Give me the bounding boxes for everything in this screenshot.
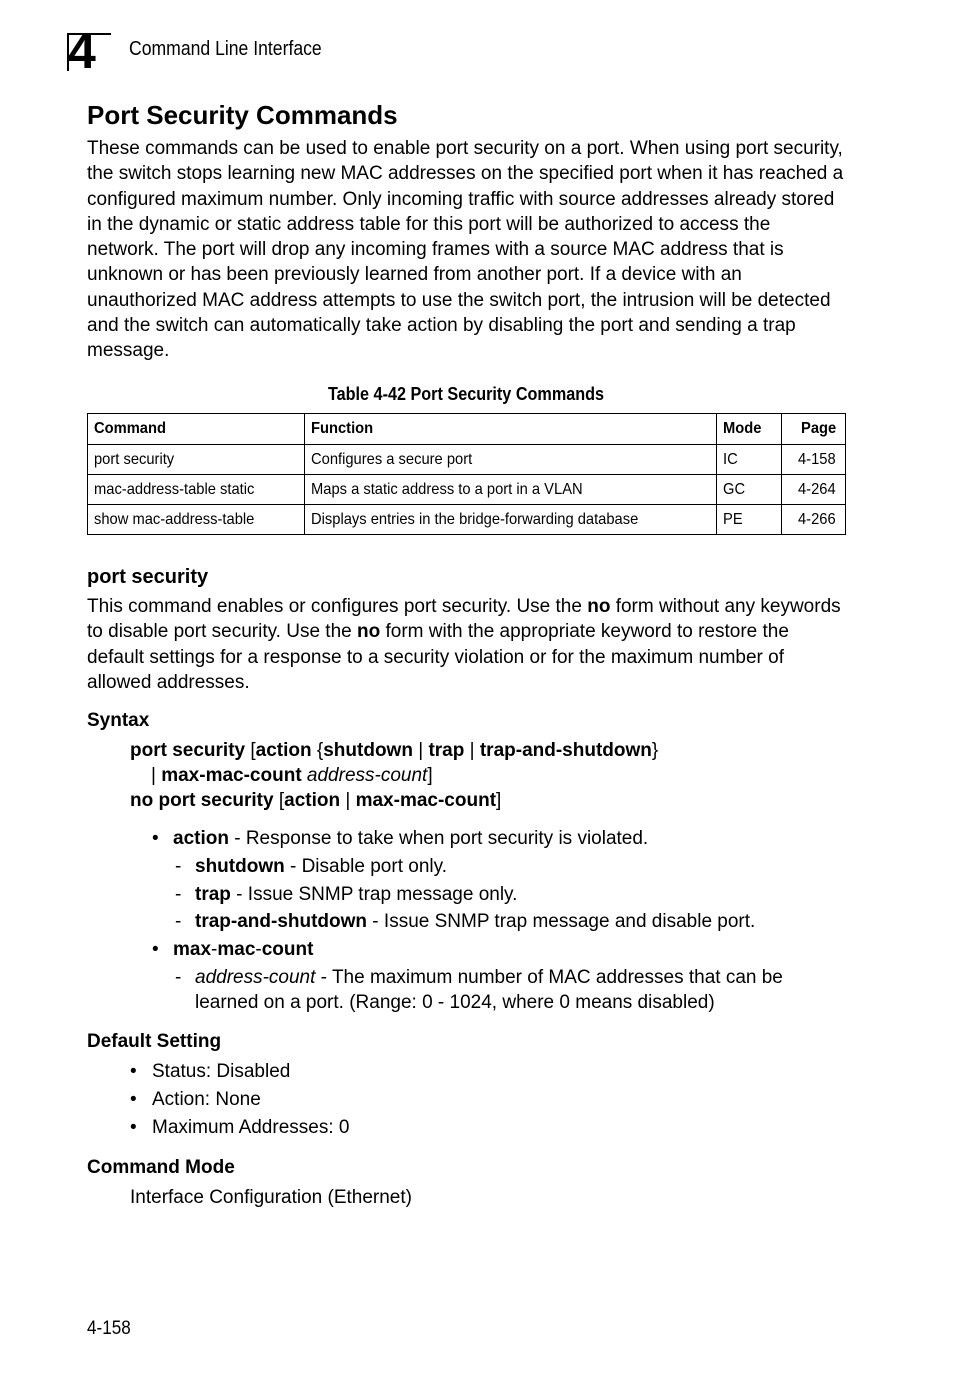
running-header: Command Line Interface bbox=[129, 38, 322, 60]
chapter-number: 4 bbox=[68, 23, 95, 79]
dash-icon: - bbox=[175, 967, 182, 988]
syntax-line-3: no port security [action | max-mac-count] bbox=[130, 790, 502, 811]
default-item: Maximum Addresses: 0 bbox=[152, 1117, 350, 1138]
default-item: Action: None bbox=[152, 1089, 261, 1110]
command-mode-heading: Command Mode bbox=[87, 1157, 235, 1178]
no-keyword: no bbox=[587, 596, 611, 617]
table-row bbox=[88, 475, 846, 505]
header-command: Command bbox=[88, 414, 305, 445]
param-action: action - Response to take when port security is violated. bbox=[173, 828, 649, 849]
cell-mode: GC bbox=[717, 475, 782, 505]
page-number: 4-158 bbox=[87, 1318, 131, 1339]
cell-command: mac-address-table static bbox=[88, 475, 305, 505]
bullet-icon: • bbox=[152, 828, 159, 849]
cell-page: 4-264 bbox=[782, 475, 846, 505]
syntax-line-2: | max-mac-count address-count] bbox=[151, 765, 433, 786]
param-trap: trap - Issue SNMP trap message only. bbox=[195, 884, 518, 905]
default-setting-heading: Default Setting bbox=[87, 1031, 222, 1052]
dash-icon: - bbox=[175, 884, 182, 905]
bullet-icon: • bbox=[130, 1117, 137, 1138]
bullet-icon: • bbox=[130, 1089, 137, 1110]
cell-page: 4-158 bbox=[782, 445, 846, 475]
header-mode: Mode bbox=[717, 414, 782, 445]
table-row bbox=[88, 445, 846, 475]
table-header-row bbox=[88, 414, 846, 445]
section-intro: These commands can be used to enable port security on a port. When using port security, the switch stops learning new MAC addresses on the specified port when it has reached a configured maximum number. Only incoming traffic with source addresses already stored in the dynamic or static address table for this port will be authorized to access the network. The port will drop any incoming frames with a source MAC address that is unknown or has been previously learned from another port. If a device with an unauthorized MAC address attempts to use the switch port, the intrusion will be detected and the switch can automatically take action by disabling the port and sending a trap message. bbox=[87, 138, 844, 362]
table-row bbox=[88, 505, 846, 535]
section-title: Port Security Commands bbox=[87, 100, 398, 130]
syntax-heading: Syntax bbox=[87, 710, 150, 731]
param-max-mac-count: max-mac-count bbox=[173, 939, 314, 960]
command-description: This command enables or configures port security. Use the no form without any keywords to disable port security. Use the no form with the appropriate keyword to restore the default settings for a response to a security violation or for the maximum number of allowed addresses. bbox=[87, 596, 841, 693]
table-caption: Table 4-42 Port Security Commands bbox=[327, 384, 605, 404]
param-shutdown: shutdown - Disable port only. bbox=[195, 856, 447, 877]
header-function: Function bbox=[305, 414, 717, 445]
syntax-line-1: port security [action {shutdown | trap | trap-and-shutdown} bbox=[130, 740, 659, 761]
cell-function: Configures a secure port bbox=[305, 445, 717, 475]
cell-mode: IC bbox=[717, 445, 782, 475]
param-address-count: address-count - The maximum number of MAC addresses that can be bbox=[195, 967, 783, 988]
dash-icon: - bbox=[175, 911, 182, 932]
cell-command: show mac-address-table bbox=[88, 505, 305, 535]
bullet-icon: • bbox=[152, 939, 159, 960]
bullet-icon: • bbox=[130, 1061, 137, 1082]
no-keyword: no bbox=[357, 621, 381, 643]
cell-function: Maps a static address to a port in a VLAN bbox=[305, 475, 717, 505]
header-page: Page bbox=[782, 414, 846, 445]
param-address-count-cont: learned on a port. (Range: 0 - 1024, where 0 means disabled) bbox=[195, 992, 715, 1013]
dash-icon: - bbox=[175, 856, 182, 877]
cell-command: port security bbox=[88, 445, 305, 475]
cell-page: 4-266 bbox=[782, 505, 846, 535]
command-title: port security bbox=[87, 566, 209, 588]
commands-table bbox=[87, 413, 846, 535]
cell-mode: PE bbox=[717, 505, 782, 535]
default-item: Status: Disabled bbox=[152, 1061, 291, 1082]
param-trap-and-shutdown: trap-and-shutdown - Issue SNMP trap message and disable port. bbox=[195, 911, 756, 932]
command-mode-value: Interface Configuration (Ethernet) bbox=[130, 1187, 412, 1208]
cell-function: Displays entries in the bridge-forwarding database bbox=[305, 505, 717, 535]
